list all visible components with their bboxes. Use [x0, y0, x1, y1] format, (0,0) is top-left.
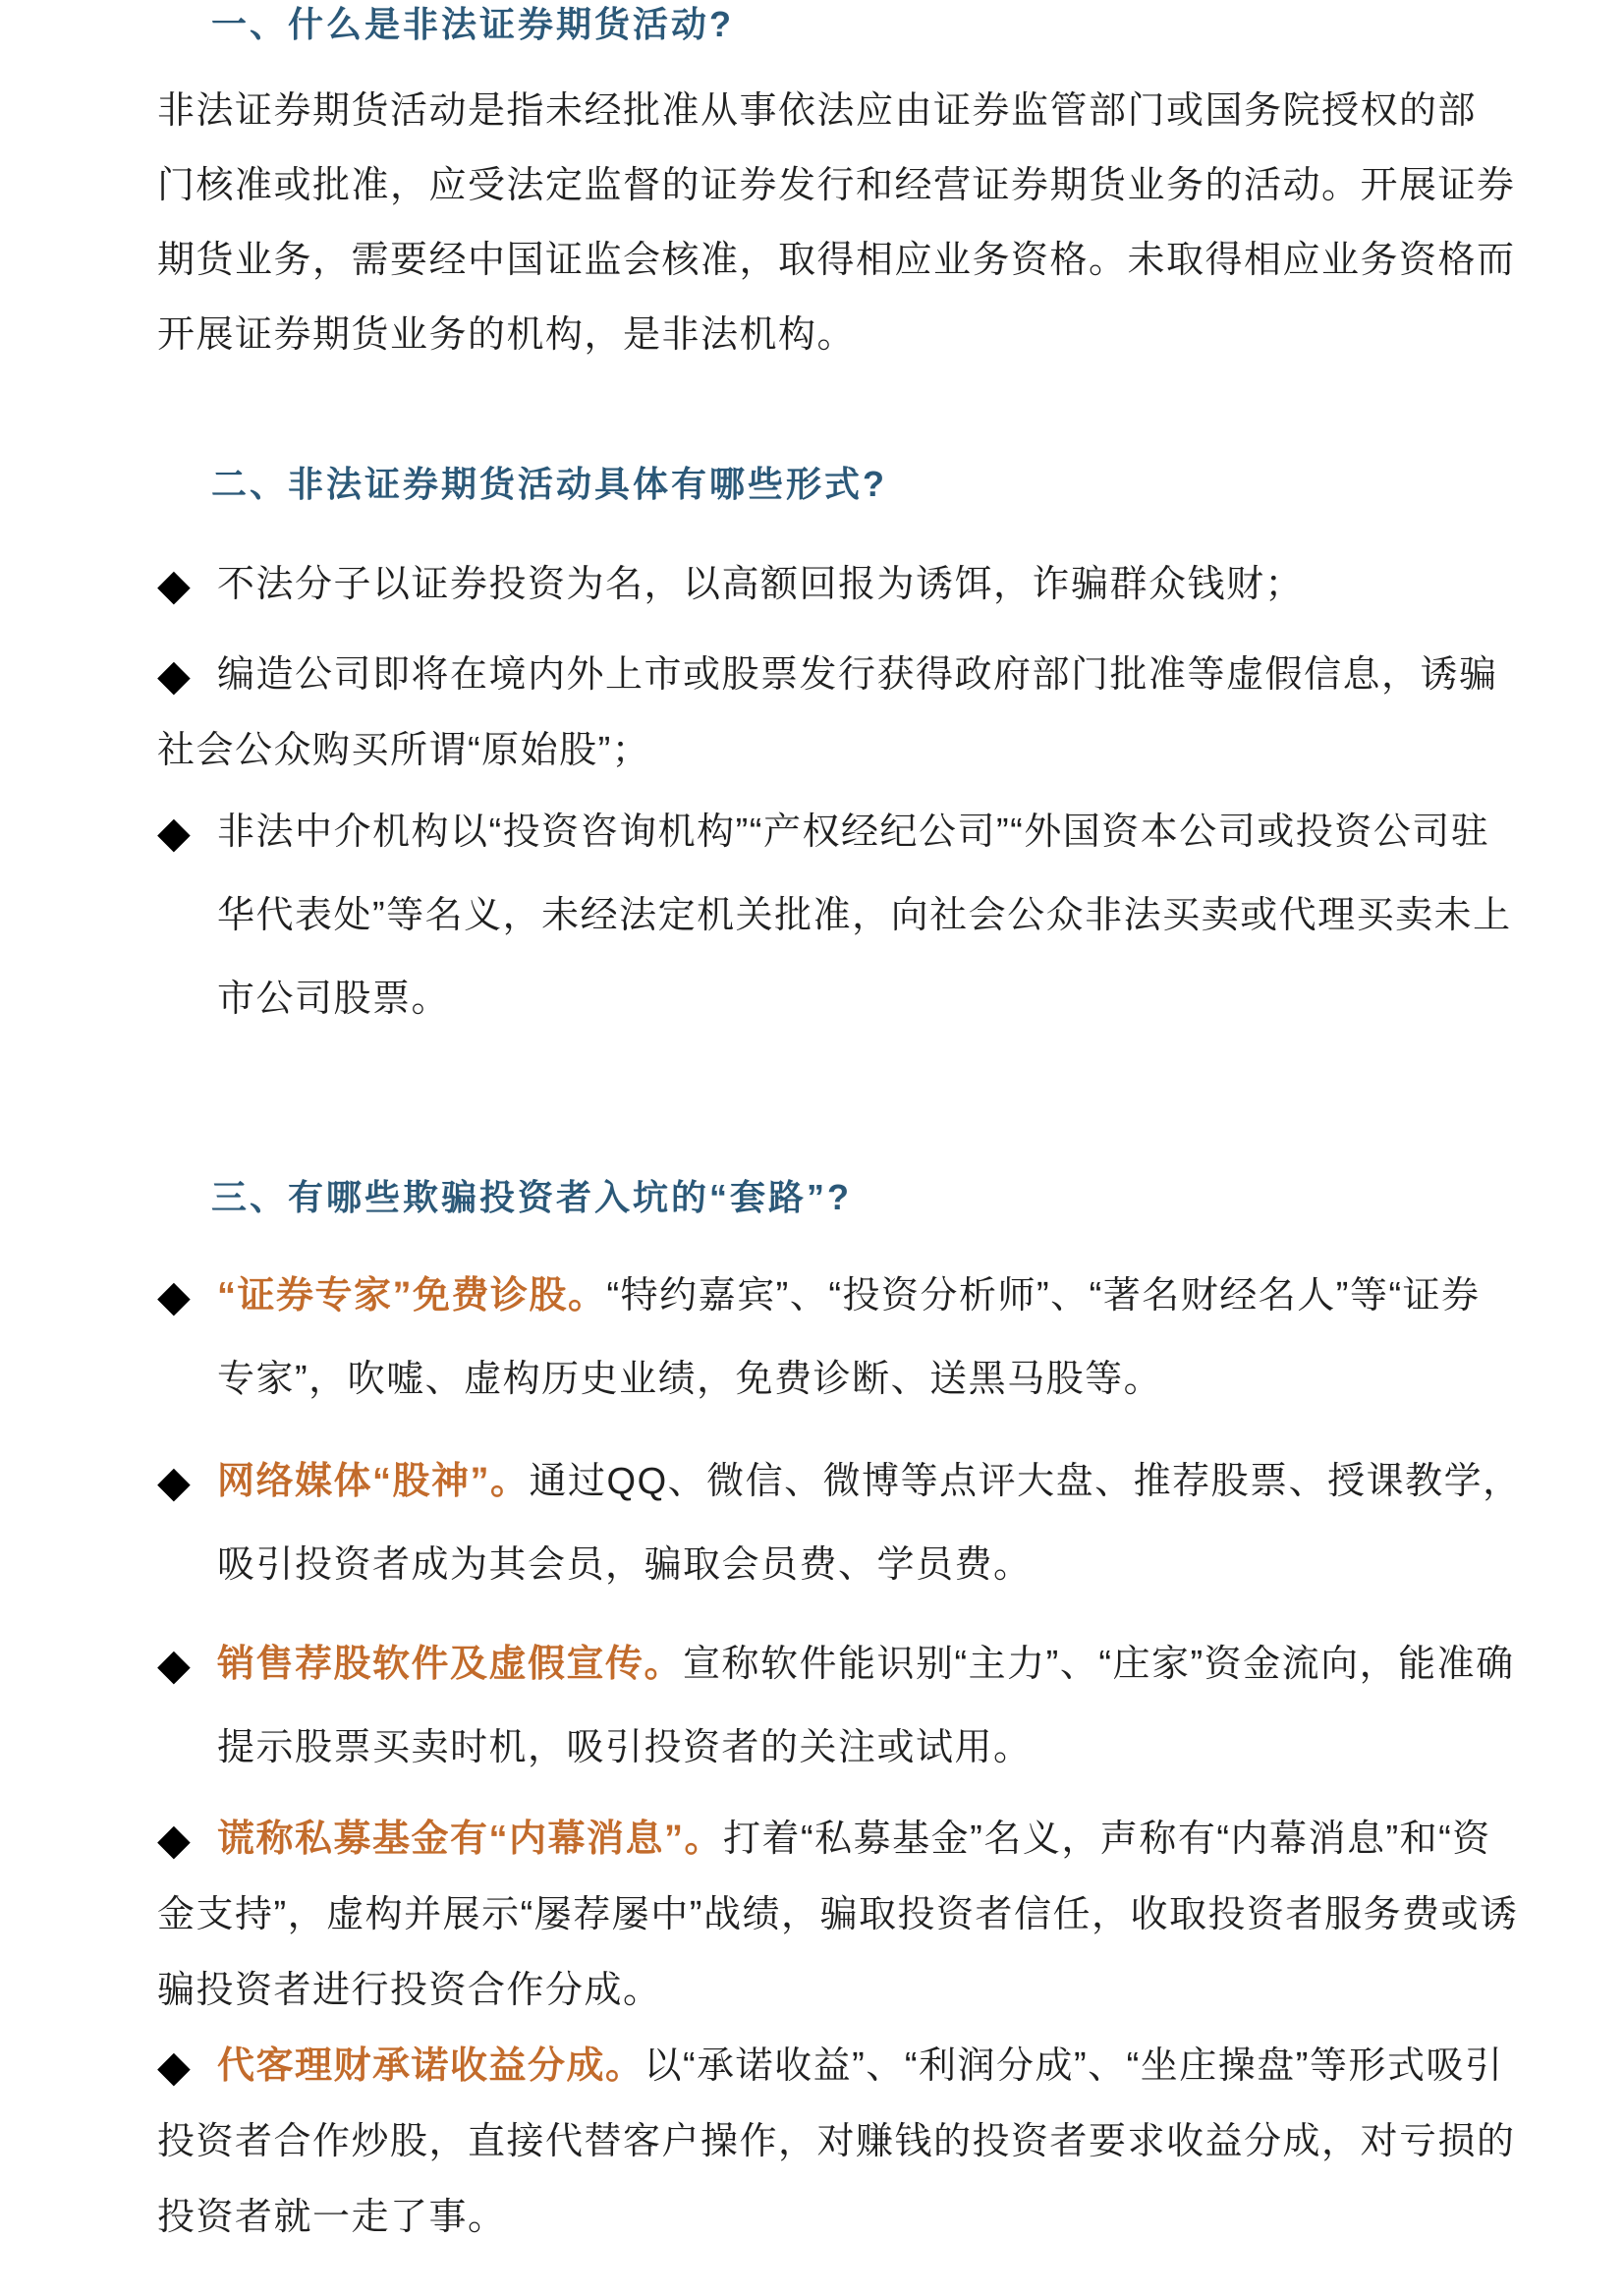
bullet-text: 非法中介机构以“投资咨询机构”“产权经纪公司”“外国资本公司或投资公司驻 [217, 812, 1490, 853]
bullet-text: 不法分子以证券投资为名，以高额回报为诱饵，诈骗群众钱财； [217, 564, 1305, 605]
bullet-continuation-line: 华代表处”等名义，未经法定机关批准，向社会公众非法买卖或代理买卖未上 [217, 895, 1512, 936]
bullet-item [157, 1623, 1530, 1790]
bullet-item [157, 791, 1530, 1041]
bullet-lead: 销售荐股软件及虚假宣传。 [217, 1644, 684, 1685]
bullet-lead: 谎称私募基金有“内幕消息”。 [217, 1819, 724, 1860]
bullet-text: 以“承诺收益”、“利润分成”、“坐庄操盘”等形式吸引 [644, 2045, 1504, 2087]
bullet-item [157, 1802, 1530, 2029]
bullet-continuation-line: 专家”，吹嘘、虚构历史业绩，免费诊断、送黑马股等。 [217, 1359, 1163, 1400]
paragraph-line: 非法证券期货活动是指未经批准从事依法应由证券监管部门或国务院授权的部 [157, 90, 1478, 132]
bullet-continuation-line: 投资者就一走了事。 [157, 2197, 507, 2238]
diamond-bullet-icon: ◆ [157, 2043, 191, 2091]
bullet-continuation-line: 市公司股票。 [217, 979, 451, 1020]
bullet-continuation-line: 投资者合作炒股，直接代替客户操作，对赚钱的投资者要求收益分成，对亏损的 [157, 2121, 1516, 2162]
diamond-bullet-icon: ◆ [157, 1272, 191, 1320]
bullet-continuation-line: 金支持”，虚构并展示“屡荐屡中”战绩，骗取投资者信任，收取投资者服务费或诱 [157, 1894, 1519, 1935]
paragraph-line: 开展证券期货业务的机构，是非法机构。 [157, 314, 857, 356]
bullet-text: 编造公司即将在境内外上市或股票发行获得政府部门批准等虚假信息，诱骗 [217, 654, 1498, 696]
bullet-text: “特约嘉宾”、“投资分析师”、“著名财经名人”等“证券 [606, 1275, 1481, 1316]
diamond-bullet-icon: ◆ [157, 561, 191, 609]
bullet-lead: 网络媒体“股神”。 [217, 1461, 530, 1502]
diamond-bullet-icon: ◆ [157, 809, 191, 857]
bullet-item [157, 1255, 1530, 1422]
bullet-text: 通过QQ、微信、微博等点评大盘、推荐股票、授课教学， [529, 1461, 1522, 1502]
bullet-item [157, 547, 1530, 623]
diamond-bullet-icon: ◆ [157, 1641, 191, 1689]
section-1-heading: 一、什么是非法证券期货活动? [211, 4, 734, 44]
diamond-bullet-icon: ◆ [157, 1458, 191, 1506]
bullet-continuation-line: 骗投资者进行投资合作分成。 [157, 1970, 662, 2011]
paragraph-line: 门核准或批准，应受法定监督的证券发行和经营证券期货业务的活动。开展证券 [157, 165, 1516, 206]
diamond-bullet-icon: ◆ [157, 651, 191, 700]
bullet-continuation-line: 社会公众购买所谓“原始股”； [157, 730, 651, 771]
section-3-heading: 三、有哪些欺骗投资者入坑的“套路”? [211, 1177, 852, 1217]
bullet-text: 宣称软件能识别“主力”、“庄家”资金流向，能准确 [683, 1644, 1515, 1685]
bullet-text: 打着“私募基金”名义，声称有“内幕消息”和“资 [723, 1819, 1491, 1860]
paragraph-line: 期货业务，需要经中国证监会核准，取得相应业务资格。未取得相应业务资格而 [157, 240, 1516, 281]
bullet-continuation-line: 提示股票买卖时机，吸引投资者的关注或试用。 [217, 1727, 1033, 1768]
bullet-item [157, 1440, 1530, 1607]
bullet-item [157, 638, 1530, 788]
intro-paragraph [157, 74, 1530, 372]
section-2-heading: 二、非法证券期货活动具体有哪些形式? [211, 464, 887, 504]
bullet-lead: 代客理财承诺收益分成。 [217, 2045, 644, 2087]
bullet-continuation-line: 吸引投资者成为其会员，骗取会员费、学员费。 [217, 1544, 1033, 1586]
bullet-item [157, 2029, 1530, 2256]
diamond-bullet-icon: ◆ [157, 1816, 191, 1864]
bullet-lead: “证券专家”免费诊股。 [217, 1275, 607, 1316]
